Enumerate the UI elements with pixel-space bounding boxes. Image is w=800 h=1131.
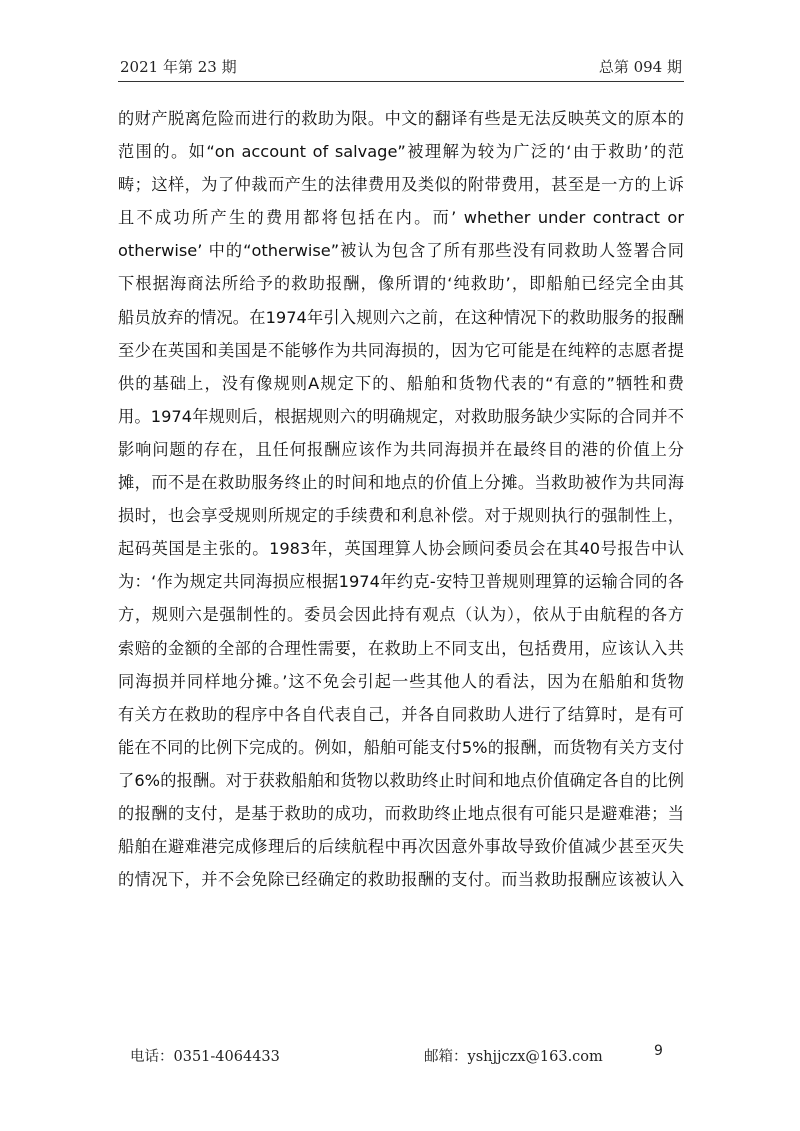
text-line: 下根据海商法所给予的救助报酬，像所谓的‘纯救助’，即船舶已经完全由其 bbox=[118, 274, 684, 294]
text-line: 至少在英国和美国是不能够作为共同海损的，因为它可能是在纯粹的志愿者提 bbox=[118, 340, 684, 360]
text-line: 有关方在救助的程序中各自代表自己，并各自同救助人进行了结算时，是有可 bbox=[118, 704, 684, 724]
text-line: 索赔的金额的全部的合理性需要，在救助上不同支出，包括费用，应该认入共 bbox=[118, 638, 684, 658]
text-line: 方，规则六是强制性的。委员会因此持有观点（认为），依从于由航程的各方 bbox=[118, 605, 684, 625]
text-line: 了6%的报酬。对于获救船舶和货物以救助终止时间和地点价值确定各自的比例 bbox=[118, 770, 684, 790]
text-line: 船舶在避难港完成修理后的后续航程中再次因意外事故导致价值减少甚至灭失 bbox=[118, 837, 684, 857]
page-footer bbox=[118, 1045, 684, 1069]
text-line: 损时，也会享受规则所规定的手续费和利息补偿。对于规则执行的强制性上， bbox=[118, 506, 684, 526]
text-line: 供的基础上，没有像规则A规定下的、船舶和货物代表的“有意的”牺牲和费 bbox=[118, 373, 684, 393]
text-line: 的情况下，并不会免除已经确定的救助报酬的支付。而当救助报酬应该被认入 bbox=[118, 870, 684, 890]
issue-number: 2021 年第 23 期 bbox=[120, 58, 237, 76]
text-line: 范围的。如“on account of salvage”被理解为较为广泛的‘由于救助’的范 bbox=[118, 142, 684, 162]
page-header bbox=[120, 54, 682, 80]
text-line: 畴；这样，为了仲裁而产生的法律费用及类似的附带费用，甚至是一方的上诉 bbox=[118, 175, 684, 195]
text-line: 船员放弃的情况。在1974年引入规则六之前，在这种情况下的救助服务的报酬 bbox=[118, 307, 684, 327]
text-line: 的报酬的支付，是基于救助的成功，而救助终止地点很有可能只是避难港；当 bbox=[118, 803, 684, 823]
body-text bbox=[118, 102, 684, 896]
total-issue-number: 总第 094 期 bbox=[598, 58, 682, 76]
text-line: 摊，而不是在救助服务终止的时间和地点的价值上分摊。当救助被作为共同海 bbox=[118, 473, 684, 493]
text-line: 同海损并同样地分摊。’这不免会引起一些其他人的看法，因为在船舶和货物 bbox=[118, 671, 684, 691]
page-number: 9 bbox=[654, 1043, 663, 1059]
text-line: 的财产脱离危险而进行的救助为限。中文的翻译有些是无法反映英文的原本的 bbox=[118, 109, 684, 128]
text-line: 影响问题的存在，且任何报酬应该作为共同海损并在最终目的港的价值上分 bbox=[118, 439, 684, 459]
text-line: 起码英国是主张的。1983年，英国理算人协会顾问委员会在其40号报告中认 bbox=[118, 539, 684, 559]
header-divider bbox=[118, 81, 684, 82]
text-line: 能在不同的比例下完成的。例如，船舶可能支付5%的报酬，而货物有关方支付 bbox=[118, 737, 684, 757]
text-line: 用。1974年规则后，根据规则六的明确规定，对救助服务缺少实际的合同并不 bbox=[118, 406, 684, 426]
footer-phone: 电话：0351-4064433 bbox=[130, 1049, 280, 1065]
text-line: otherwise’ 中的“otherwise”被认为包含了所有那些没有同救助人签署合同 bbox=[118, 241, 684, 261]
text-line: 且不成功所产生的费用都将包括在内。而’ whether under contract or bbox=[118, 208, 684, 228]
footer-email: 邮箱：yshjjczx@163.com bbox=[424, 1049, 603, 1065]
text-line: 为：‘作为规定共同海损应根据1974年约克-安特卫普规则理算的运输合同的各 bbox=[118, 572, 684, 592]
